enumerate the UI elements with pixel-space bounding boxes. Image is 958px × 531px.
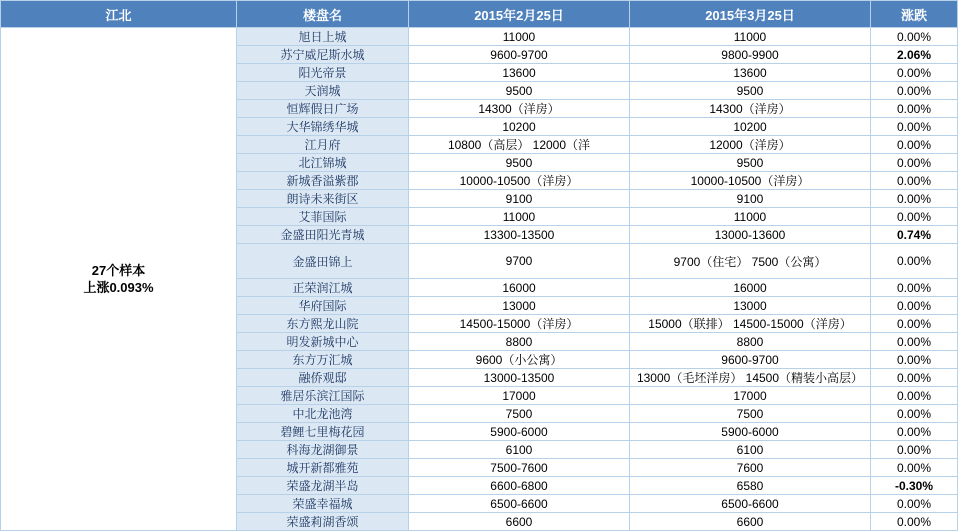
change-cell: 0.00% [871, 351, 958, 369]
price-feb-cell: 13300-13500 [409, 226, 630, 244]
price-mar-cell: 8800 [630, 333, 871, 351]
price-mar-cell: 11000 [630, 28, 871, 46]
change-cell: 0.00% [871, 333, 958, 351]
price-feb-cell: 8800 [409, 333, 630, 351]
table-row [1, 28, 958, 46]
price-mar-cell: 7600 [630, 459, 871, 477]
price-mar-cell: 12000（洋房） [630, 136, 871, 154]
change-cell: 0.74% [871, 226, 958, 244]
property-name-cell: 正荣润江城 [237, 279, 409, 297]
property-name-cell: 华府国际 [237, 297, 409, 315]
table-body [1, 28, 958, 531]
price-feb-cell: 10800（高层） 12000（洋 [409, 136, 630, 154]
price-mar-cell: 14300（洋房） [630, 100, 871, 118]
property-name-cell: 融侨观邸 [237, 369, 409, 387]
price-mar-cell: 6500-6600 [630, 495, 871, 513]
price-feb-cell: 13000 [409, 297, 630, 315]
change-cell: 0.00% [871, 208, 958, 226]
column-header-price-feb: 2015年2月25日 [409, 1, 630, 28]
change-cell: 0.00% [871, 28, 958, 46]
region-summary-cell [1, 28, 237, 531]
price-feb-cell: 6600-6800 [409, 477, 630, 495]
change-cell: 0.00% [871, 387, 958, 405]
property-name-cell: 荣盛莉湖香颂 [237, 513, 409, 531]
change-cell: 0.00% [871, 136, 958, 154]
change-cell: 0.00% [871, 459, 958, 477]
price-feb-cell: 9500 [409, 154, 630, 172]
price-mar-cell: 10200 [630, 118, 871, 136]
price-feb-cell: 10000-10500（洋房） [409, 172, 630, 190]
price-mar-cell: 17000 [630, 387, 871, 405]
property-name-cell: 大华锦绣华城 [237, 118, 409, 136]
price-feb-cell: 9500 [409, 82, 630, 100]
price-mar-cell: 15000（联排） 14500-15000（洋房） [630, 315, 871, 333]
price-mar-cell: 13000 [630, 297, 871, 315]
price-mar-cell: 6600 [630, 513, 871, 531]
column-header-change: 涨跌 [871, 1, 958, 28]
price-mar-cell: 9100 [630, 190, 871, 208]
price-feb-cell: 6500-6600 [409, 495, 630, 513]
property-name-cell: 旭日上城 [237, 28, 409, 46]
property-name-cell: 阳光帝景 [237, 64, 409, 82]
price-feb-cell: 9600-9700 [409, 46, 630, 64]
property-name-cell: 雅居乐滨江国际 [237, 387, 409, 405]
change-cell: 0.00% [871, 405, 958, 423]
price-mar-cell: 5900-6000 [630, 423, 871, 441]
price-feb-cell: 11000 [409, 28, 630, 46]
change-cell: 0.00% [871, 315, 958, 333]
price-mar-cell: 16000 [630, 279, 871, 297]
property-name-cell: 东方万汇城 [237, 351, 409, 369]
header-row [1, 1, 958, 28]
price-mar-cell: 7500 [630, 405, 871, 423]
price-mar-cell: 9700（住宅） 7500（公寓） [630, 244, 871, 279]
price-feb-cell: 5900-6000 [409, 423, 630, 441]
property-name-cell: 金盛田锦上 [237, 244, 409, 279]
price-mar-cell: 9500 [630, 154, 871, 172]
property-name-cell: 荣盛龙湖半岛 [237, 477, 409, 495]
property-name-cell: 新城香溢紫郡 [237, 172, 409, 190]
property-name-cell: 朗诗未来街区 [237, 190, 409, 208]
price-feb-cell: 13000-13500 [409, 369, 630, 387]
price-mar-cell: 6580 [630, 477, 871, 495]
change-cell: 0.00% [871, 190, 958, 208]
property-name-cell: 荣盛幸福城 [237, 495, 409, 513]
price-feb-cell: 16000 [409, 279, 630, 297]
change-cell: 0.00% [871, 64, 958, 82]
property-name-cell: 东方熙龙山院 [237, 315, 409, 333]
change-cell: 0.00% [871, 100, 958, 118]
price-feb-cell: 14500-15000（洋房） [409, 315, 630, 333]
property-name-cell: 艾菲国际 [237, 208, 409, 226]
property-name-cell: 明发新城中心 [237, 333, 409, 351]
change-cell: 2.06% [871, 46, 958, 64]
change-cell: 0.00% [871, 118, 958, 136]
change-cell: 0.00% [871, 279, 958, 297]
price-feb-cell: 9700 [409, 244, 630, 279]
change-cell: 0.00% [871, 297, 958, 315]
price-feb-cell: 11000 [409, 208, 630, 226]
price-feb-cell: 17000 [409, 387, 630, 405]
change-cell: 0.00% [871, 82, 958, 100]
table-header [1, 1, 958, 28]
property-name-cell: 恒辉假日广场 [237, 100, 409, 118]
price-mar-cell: 11000 [630, 208, 871, 226]
price-feb-cell: 6100 [409, 441, 630, 459]
change-cell: 0.00% [871, 513, 958, 531]
region-sample-count: 27个样本 [91, 263, 146, 278]
price-feb-cell: 7500-7600 [409, 459, 630, 477]
price-feb-cell: 10200 [409, 118, 630, 136]
price-feb-cell: 7500 [409, 405, 630, 423]
column-header-region: 江北 [1, 1, 237, 28]
property-name-cell: 科海龙湖御景 [237, 441, 409, 459]
property-name-cell: 中北龙池湾 [237, 405, 409, 423]
price-mar-cell: 10000-10500（洋房） [630, 172, 871, 190]
price-mar-cell: 9800-9900 [630, 46, 871, 64]
column-header-price-mar: 2015年3月25日 [630, 1, 871, 28]
price-feb-cell: 9600（小公寓） [409, 351, 630, 369]
price-feb-cell: 13600 [409, 64, 630, 82]
change-cell: 0.00% [871, 154, 958, 172]
property-name-cell: 苏宁威尼斯水城 [237, 46, 409, 64]
price-mar-cell: 9600-9700 [630, 351, 871, 369]
change-cell: 0.00% [871, 172, 958, 190]
change-cell: 0.00% [871, 423, 958, 441]
change-cell: -0.30% [871, 477, 958, 495]
price-mar-cell: 13000-13600 [630, 226, 871, 244]
price-mar-cell: 13600 [630, 64, 871, 82]
price-mar-cell: 13000（毛坯洋房） 14500（精装小高层） [630, 369, 871, 387]
price-mar-cell: 6100 [630, 441, 871, 459]
price-mar-cell: 9500 [630, 82, 871, 100]
change-cell: 0.00% [871, 495, 958, 513]
price-feb-cell: 14300（洋房） [409, 100, 630, 118]
property-name-cell: 金盛田阳光青城 [237, 226, 409, 244]
property-name-cell: 碧鲤七里梅花园 [237, 423, 409, 441]
price-feb-cell: 9100 [409, 190, 630, 208]
property-name-cell: 天润城 [237, 82, 409, 100]
region-change-summary: 上涨0.093% [83, 280, 154, 295]
property-name-cell: 城开新都雅苑 [237, 459, 409, 477]
price-feb-cell: 6600 [409, 513, 630, 531]
property-name-cell: 江月府 [237, 136, 409, 154]
change-cell: 0.00% [871, 369, 958, 387]
column-header-property-name: 楼盘名 [237, 1, 409, 28]
change-cell: 0.00% [871, 441, 958, 459]
change-cell: 0.00% [871, 244, 958, 279]
property-name-cell: 北江锦城 [237, 154, 409, 172]
